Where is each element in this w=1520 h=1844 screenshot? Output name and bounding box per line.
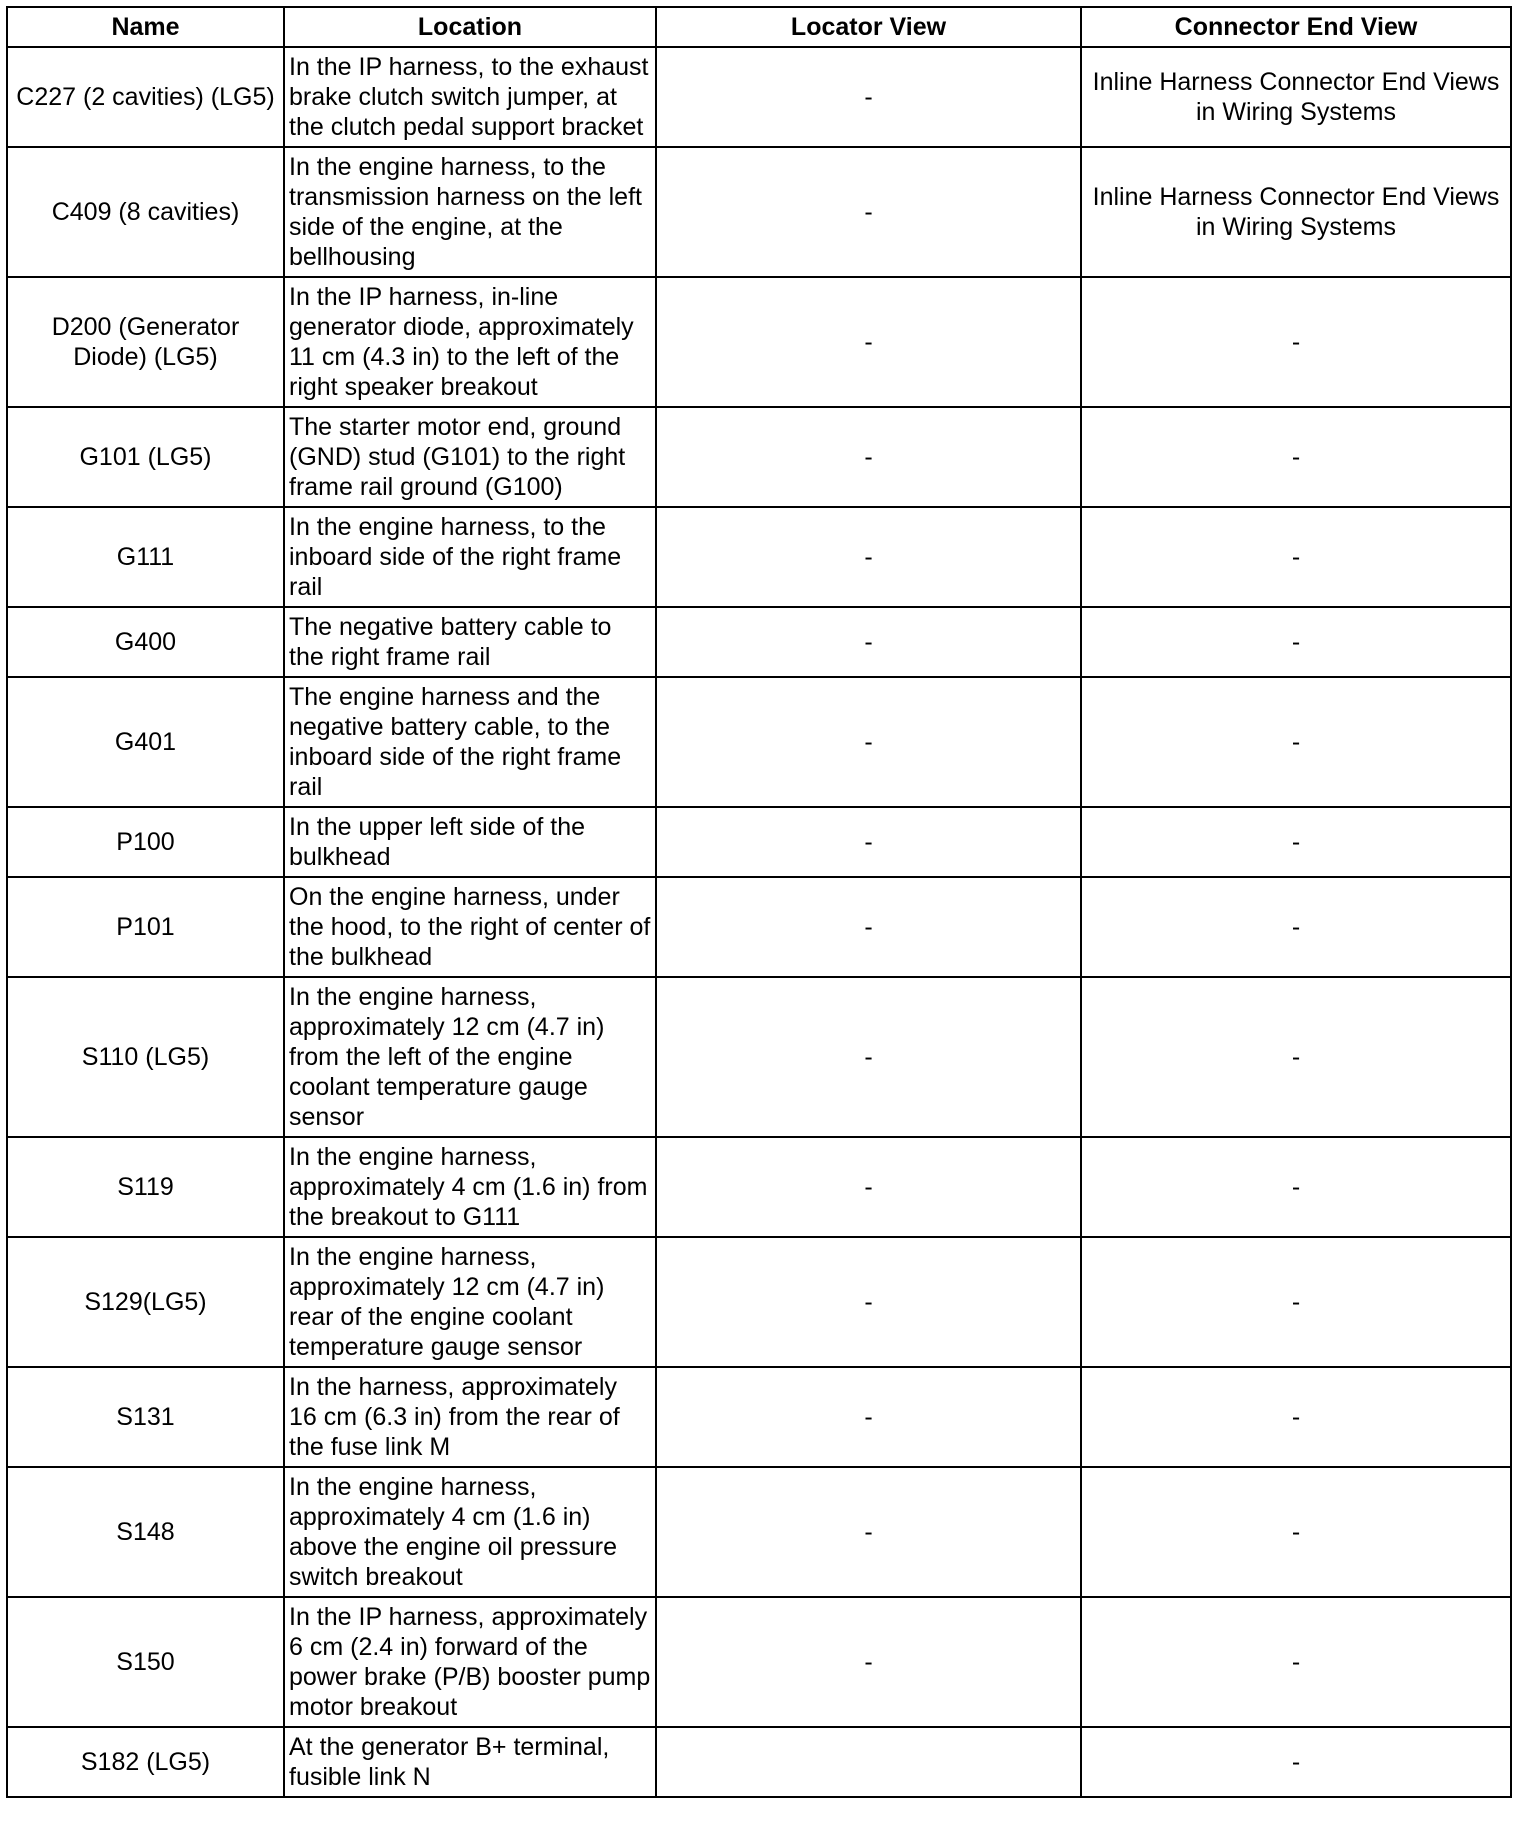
cell-locator-view: -	[656, 977, 1081, 1137]
table-row	[7, 677, 1511, 807]
header-name: Name	[7, 7, 284, 47]
cell-connector-end-view: -	[1081, 1597, 1511, 1727]
cell-name: S150	[7, 1597, 284, 1727]
table-header	[7, 7, 1511, 47]
cell-location: In the engine harness, approximately 4 cm (1.6 in) above the engine oil pressure switch breakout	[284, 1467, 656, 1597]
cell-connector-end-view: -	[1081, 1137, 1511, 1237]
cell-location: The negative battery cable to the right frame rail	[284, 607, 656, 677]
cell-name: S182 (LG5)	[7, 1727, 284, 1797]
cell-locator-view: -	[656, 1467, 1081, 1597]
cell-locator-view: -	[656, 877, 1081, 977]
table-body	[7, 47, 1511, 1797]
cell-connector-end-view: -	[1081, 677, 1511, 807]
header-connector-end-view: Connector End View	[1081, 7, 1511, 47]
cell-connector-end-view: -	[1081, 877, 1511, 977]
cell-locator-view: -	[656, 607, 1081, 677]
header-locator-view: Locator View	[656, 7, 1081, 47]
cell-locator-view: -	[656, 47, 1081, 147]
cell-connector-end-view-link[interactable]: Inline Harness Connector End Views in Wiring Systems	[1081, 147, 1511, 277]
table-row	[7, 807, 1511, 877]
table-row	[7, 277, 1511, 407]
cell-location: In the upper left side of the bulkhead	[284, 807, 656, 877]
cell-name: S119	[7, 1137, 284, 1237]
cell-name: P100	[7, 807, 284, 877]
header-row	[7, 7, 1511, 47]
cell-location: In the engine harness, approximately 12 cm (4.7 in) from the left of the engine coolant temperature gauge sensor	[284, 977, 656, 1137]
table-row	[7, 1137, 1511, 1237]
table-row	[7, 507, 1511, 607]
cell-connector-end-view: -	[1081, 1237, 1511, 1367]
cell-location: At the generator B+ terminal, fusible link N	[284, 1727, 656, 1797]
cell-locator-view: -	[656, 807, 1081, 877]
table-row	[7, 1237, 1511, 1367]
cell-name: S129(LG5)	[7, 1237, 284, 1367]
table-row	[7, 1467, 1511, 1597]
table-row	[7, 1597, 1511, 1727]
cell-connector-end-view: -	[1081, 807, 1511, 877]
cell-location: On the engine harness, under the hood, to the right of center of the bulkhead	[284, 877, 656, 977]
cell-name: S110 (LG5)	[7, 977, 284, 1137]
header-location: Location	[284, 7, 656, 47]
cell-locator-view: -	[656, 1237, 1081, 1367]
cell-connector-end-view: -	[1081, 1367, 1511, 1467]
cell-name: G101 (LG5)	[7, 407, 284, 507]
cell-name: C227 (2 cavities) (LG5)	[7, 47, 284, 147]
cell-location: In the IP harness, to the exhaust brake clutch switch jumper, at the clutch pedal support bracket	[284, 47, 656, 147]
table-row	[7, 1727, 1511, 1797]
cell-connector-end-view-link[interactable]: Inline Harness Connector End Views in Wiring Systems	[1081, 47, 1511, 147]
table-row	[7, 1367, 1511, 1467]
cell-location: In the engine harness, approximately 12 cm (4.7 in) rear of the engine coolant temperature gauge sensor	[284, 1237, 656, 1367]
cell-locator-view	[656, 1727, 1081, 1797]
cell-locator-view: -	[656, 507, 1081, 607]
cell-location: In the IP harness, approximately 6 cm (2.4 in) forward of the power brake (P/B) booster pump motor breakout	[284, 1597, 656, 1727]
cell-location: In the IP harness, in-line generator diode, approximately 11 cm (4.3 in) to the left of the right speaker breakout	[284, 277, 656, 407]
cell-connector-end-view: -	[1081, 1467, 1511, 1597]
cell-locator-view: -	[656, 677, 1081, 807]
cell-connector-end-view: -	[1081, 607, 1511, 677]
cell-connector-end-view: -	[1081, 407, 1511, 507]
cell-locator-view: -	[656, 277, 1081, 407]
cell-connector-end-view: -	[1081, 277, 1511, 407]
cell-location: In the engine harness, to the inboard side of the right frame rail	[284, 507, 656, 607]
cell-name: D200 (Generator Diode) (LG5)	[7, 277, 284, 407]
cell-connector-end-view: -	[1081, 507, 1511, 607]
table-row	[7, 977, 1511, 1137]
cell-name: S131	[7, 1367, 284, 1467]
cell-connector-end-view: -	[1081, 977, 1511, 1137]
table-row	[7, 607, 1511, 677]
cell-location: In the engine harness, to the transmission harness on the left side of the engine, at the bellhousing	[284, 147, 656, 277]
connector-location-table-wrapper	[6, 6, 1510, 1798]
cell-name: S148	[7, 1467, 284, 1597]
cell-locator-view: -	[656, 1367, 1081, 1467]
cell-locator-view: -	[656, 147, 1081, 277]
cell-location: In the engine harness, approximately 4 cm (1.6 in) from the breakout to G111	[284, 1137, 656, 1237]
cell-location: In the harness, approximately 16 cm (6.3 in) from the rear of the fuse link M	[284, 1367, 656, 1467]
table-row	[7, 47, 1511, 147]
cell-locator-view: -	[656, 407, 1081, 507]
connector-location-table	[6, 6, 1512, 1798]
table-row	[7, 407, 1511, 507]
cell-locator-view: -	[656, 1597, 1081, 1727]
table-row	[7, 147, 1511, 277]
cell-name: G400	[7, 607, 284, 677]
cell-location: The starter motor end, ground (GND) stud (G101) to the right frame rail ground (G100)	[284, 407, 656, 507]
cell-name: G111	[7, 507, 284, 607]
cell-connector-end-view: -	[1081, 1727, 1511, 1797]
cell-location: The engine harness and the negative battery cable, to the inboard side of the right frame rail	[284, 677, 656, 807]
cell-name: G401	[7, 677, 284, 807]
cell-name: C409 (8 cavities)	[7, 147, 284, 277]
cell-name: P101	[7, 877, 284, 977]
cell-locator-view: -	[656, 1137, 1081, 1237]
table-row	[7, 877, 1511, 977]
